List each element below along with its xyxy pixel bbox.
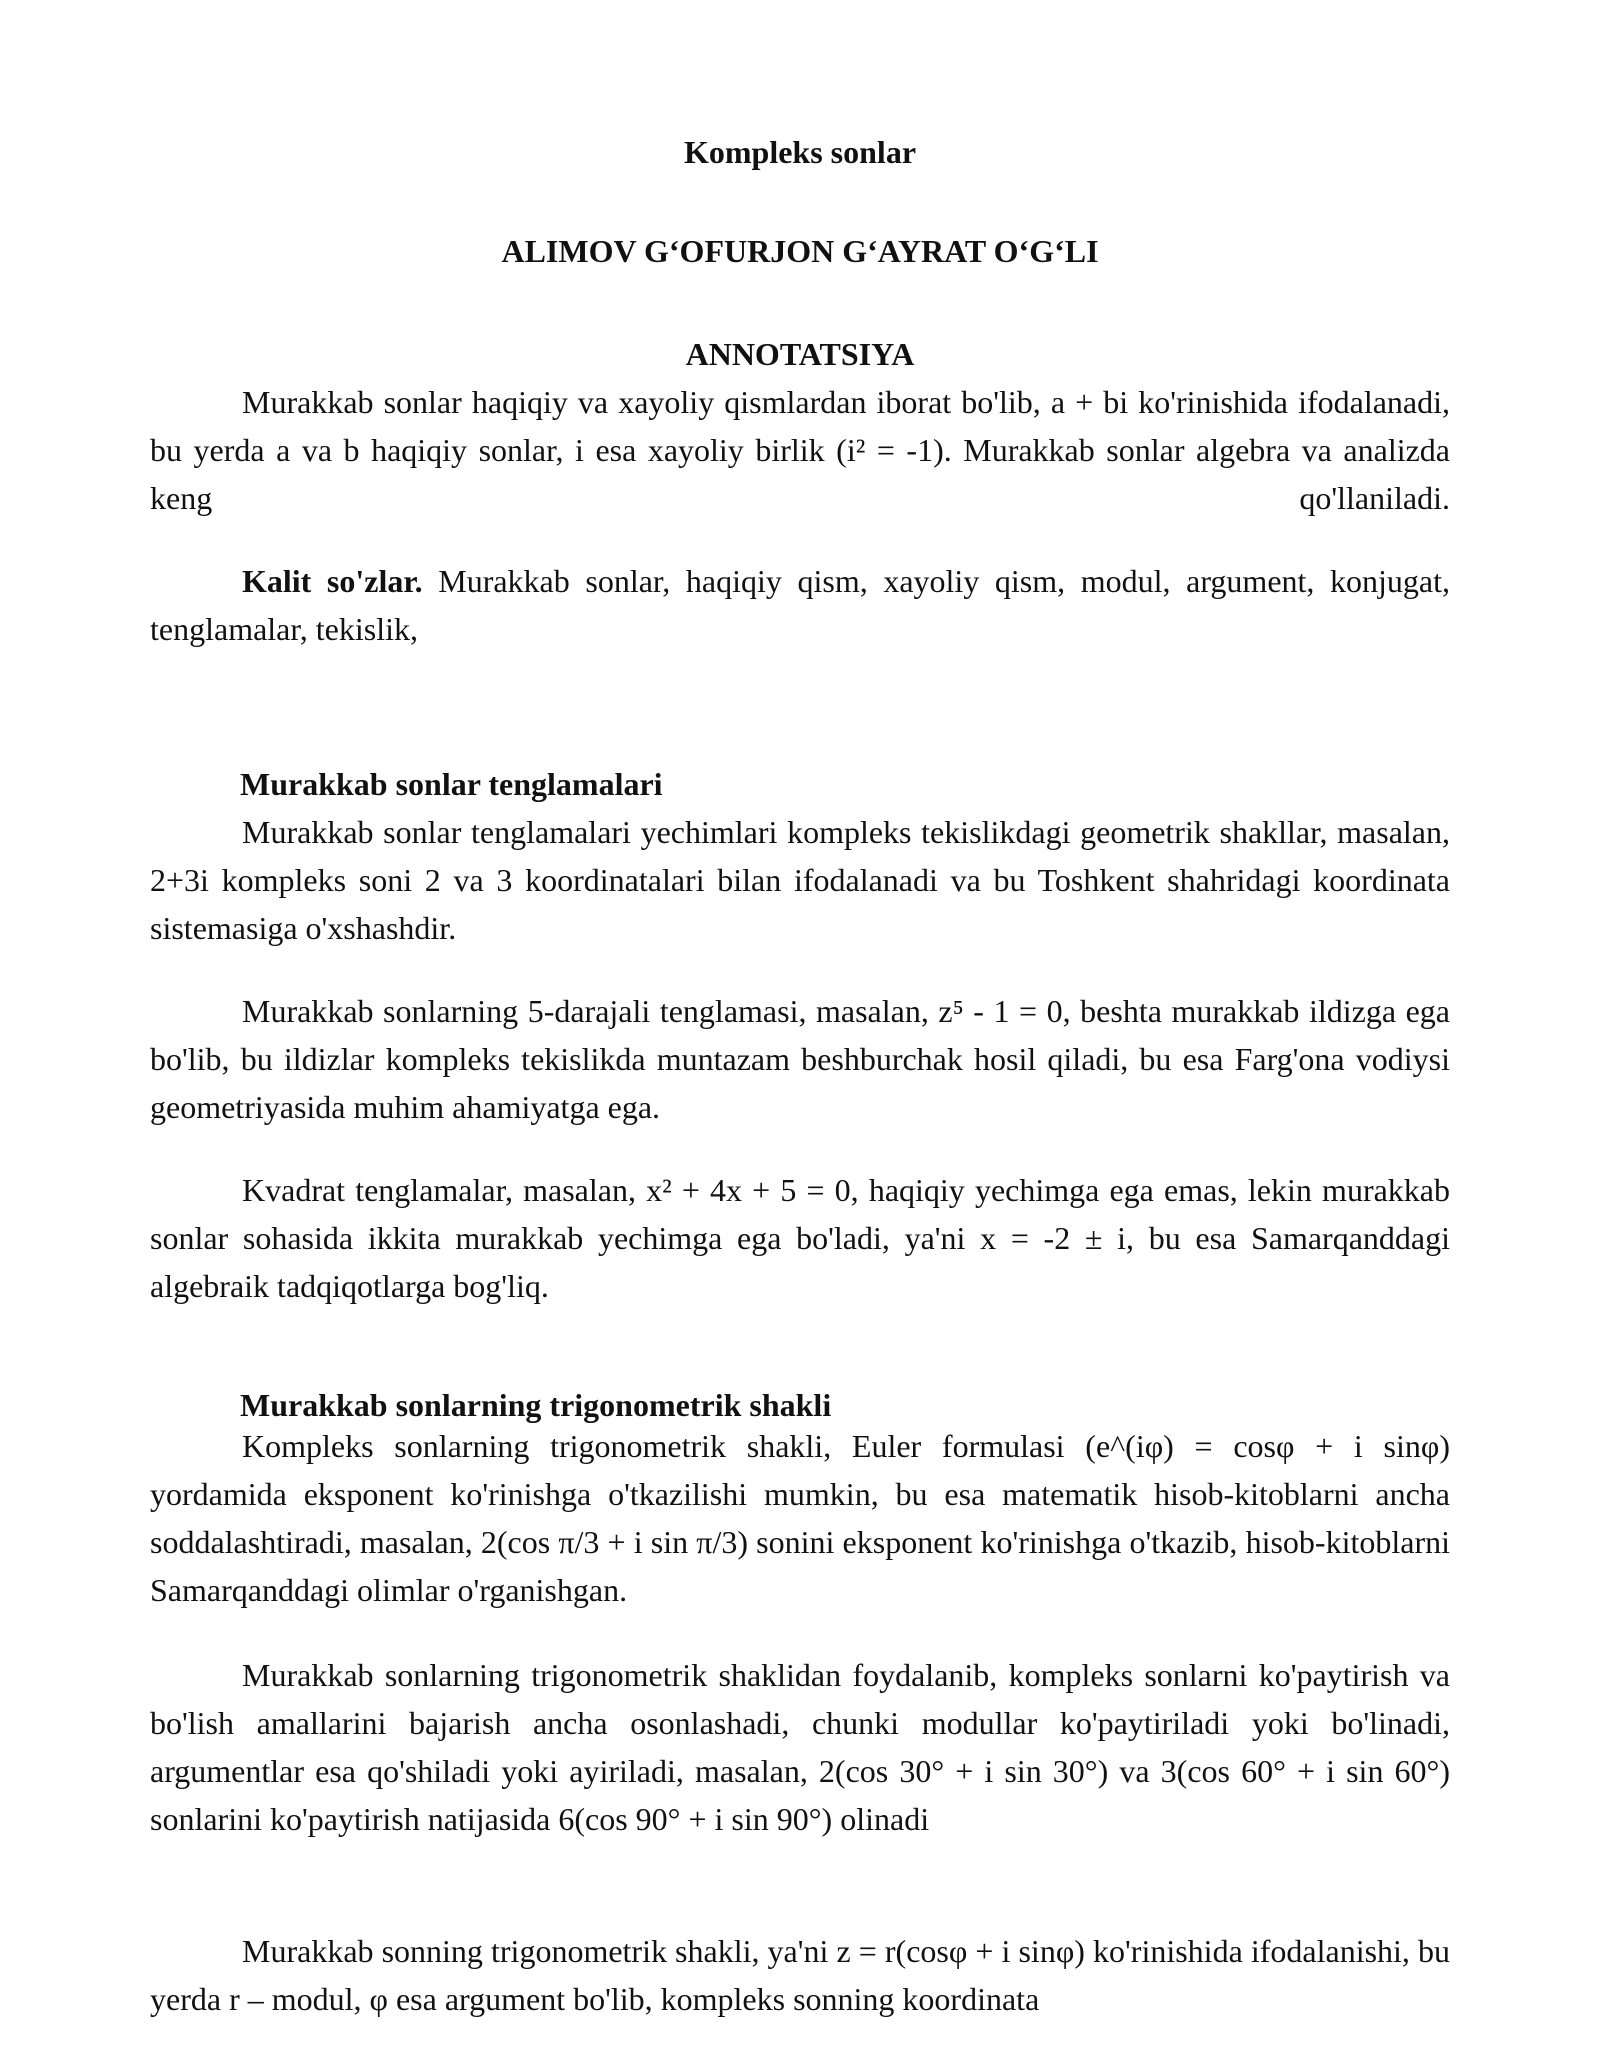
section-heading-equations: Murakkab sonlar tenglamalari (240, 766, 663, 802)
section-heading-trigonometric: Murakkab sonlarning trigonometrik shakli (240, 1387, 832, 1423)
paragraph: Murakkab sonlarning 5-darajali tenglamasi, masalan, z⁵ - 1 = 0, beshta murakkab ildizga ega bo'lib, bu ildizlar kompleks tekislikda muntazam beshburchak hosil qiladi, bu esa Farg'ona vodiysi geometriyasida muhim ahamiyatga ega. (150, 993, 1450, 1125)
paragraph: Kompleks sonlarning trigonometrik shakli, Euler formulasi (e^(iφ) = cosφ + i sinφ) yordamida eksponent ko'rinishga o'tkazilishi mumkin, bu esa matematik hisob-kitoblarni ancha soddalashtiradi, masalan, 2(cos π/3 + i sin π/3) sonini eksponent ko'rinishga o'tkazib, hisob-kitoblarni Samarqanddagi olimlar o'rganishgan. (150, 1428, 1450, 1608)
keywords-label: Kalit so'zlar. (242, 563, 423, 599)
paragraph: Murakkab sonlarning trigonometrik shaklidan foydalanib, kompleks sonlarni ko'paytirish va bo'lish amallarini bajarish ancha osonlashadi, chunki modullar ko'paytiriladi yoki bo'linadi, argumentlar esa qo'shiladi yoki ayiriladi, masalan, 2(cos 30° + i sin 30°) va 3(cos 60° + i sin 60°) sonlarini ko'paytirish natijasida 6(cos 90° + i sin 90°) olinadi (150, 1657, 1450, 1837)
document-title: Kompleks sonlar (683, 134, 917, 170)
author-name: ALIMOV G‘OFURJON G‘AYRAT O‘G‘LI (501, 233, 1099, 269)
annotation-paragraph: Murakkab sonlar haqiqiy va xayoliy qismlardan iborat bo'lib, a + bi ko'rinishida ifodalanadi, bu yerda a va b haqiqiy sonlar, i esa xayoliy birlik (i² = -1). Murakkab sonlar algebra va analizda keng qo'llaniladi. (150, 384, 1450, 516)
keywords-text: Murakkab sonlar, haqiqiy qism, xayoliy qism, modul, argument, konjugat, tenglamalar, tekislik, (150, 563, 1451, 647)
keywords-paragraph (150, 557, 1450, 653)
paragraph: Murakkab sonlar tenglamalari yechimlari kompleks tekislikdagi geometrik shakllar, masalan, 2+3i kompleks soni 2 va 3 koordinatalari bilan ifodalanadi va bu Toshkent shahridagi koordinata sistemasiga o'xshashdir. (150, 814, 1450, 946)
paragraph: Kvadrat tenglamalar, masalan, x² + 4x + 5 = 0, haqiqiy yechimga ega emas, lekin murakkab sonlar sohasida ikkita murakkab yechimga ega bo'ladi, ya'ni x = -2 ± i, bu esa Samarqanddagi algebraik tadqiqotlarga bog'liq. (150, 1172, 1450, 1304)
paragraph: Murakkab sonning trigonometrik shakli, ya'ni z = r(cosφ + i sinφ) ko'rinishida ifodalanishi, bu yerda r – modul, φ esa argument bo'lib, kompleks sonning koordinata (150, 1933, 1450, 2017)
annotation-heading: ANNOTATSIYA (685, 336, 915, 372)
